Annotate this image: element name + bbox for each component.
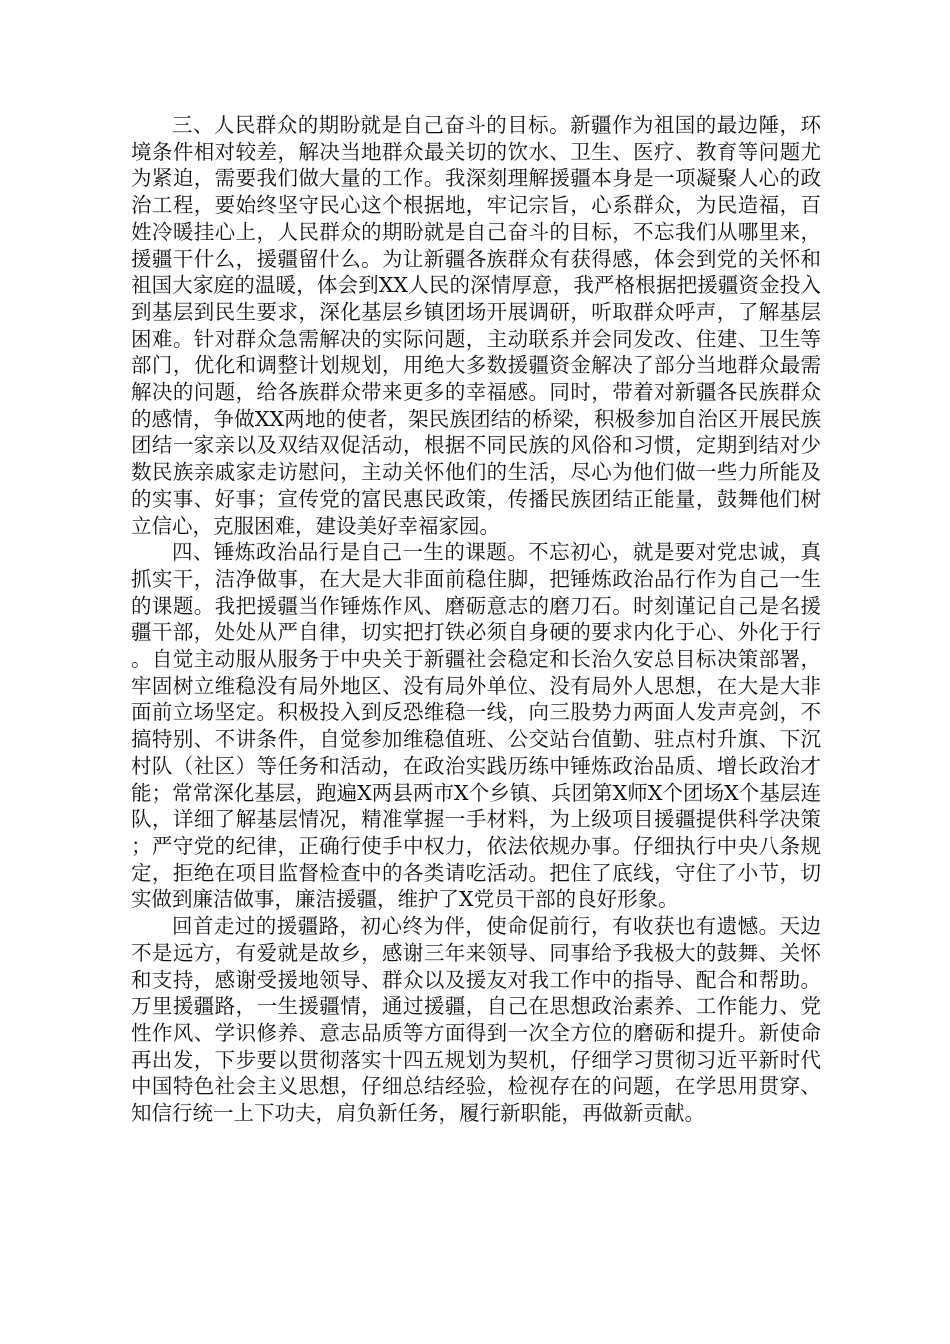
- document-body: [131, 112, 821, 1127]
- paragraph-section-three: 三、人民群众的期盼就是自己奋斗的目标。新疆作为祖国的最边陲，环境条件相对较差，解决当地群众最关切的饮水、卫生、医疗、教育等问题尤为紧迫，需要我们做大量的工作。我深刻理解援疆本身是一项凝聚人心的政治工程，要始终坚守民心这个根据地，牢记宗旨，心系群众，为民造福，百姓冷暖挂心上，人民群众的期盼就是自己奋斗的目标，不忘我们从哪里来，援疆干什么，援疆留什么。为让新疆各族群众有获得感，体会到党的关怀和祖国大家庭的温暖，体会到XX人民的深情厚意，我严格根据把援疆资金投入到基层到民生要求，深化基层乡镇团场开展调研，听取群众呼声，了解基层困难。针对群众急需解决的实际问题，主动联系并会同发改、住建、卫生等部门，优化和调整计划规划，用绝大多数援疆资金解决了部分当地群众最需解决的问题，给各族群众带来更多的幸福感。同时，带着对新疆各民族群众的感情，争做XX两地的使者，架民族团结的桥梁，积极参加自治区开展民族团结一家亲以及双结双促活动，根据不同民族的风俗和习惯，定期到结对少数民族亲戚家走访慰问，主动关怀他们的生活，尽心为他们做一些力所能及的实事、好事；宣传党的富民惠民政策，传播民族团结正能量，鼓舞他们树立信心，克服困难，建设美好幸福家园。: [131, 113, 821, 538]
- paragraph-conclusion: 回首走过的援疆路，初心终为伴，使命促前行，有收获也有遗憾。天边不是远方，有爱就是故乡，感谢三年来领导、同事给予我极大的鼓舞、关怀和支持，感谢受援地领导、群众以及援友对我工作中的指导、配合和帮助。万里援疆路，一生援疆情，通过援疆，自己在思想政治素养、工作能力、党性作风、学识修养、意志品质等方面得到一次全方位的磨砺和提升。新使命再出发，下步要以贯彻落实十四五规划为契机，仔细学习贯彻习近平新时代中国特色社会主义思想，仔细总结经验，检视存在的问题，在学思用贯穿、知信行统一上下功夫，肩负新任务，履行新职能，再做新贡献。: [131, 914, 821, 1126]
- paragraph-section-four: 四、锤炼政治品行是自己一生的课题。不忘初心，就是要对党忠诚，真抓实干，洁净做事，在大是大非面前稳住脚，把锤炼政治品行作为自己一生的课题。我把援疆当作锤炼作风、磨砺意志的磨刀石。时刻谨记自己是名援疆干部，处处从严自律，切实把打铁必须自身硬的要求内化于心、外化于行。自觉主动服从服务于中央关于新疆社会稳定和长治久安总目标决策部署，牢固树立维稳没有局外地区、没有局外单位、没有局外人思想，在大是大非面前立场坚定。积极投入到反恐维稳一线，向三股势力两面人发声亮剑，不搞特别、不讲条件，自觉参加维稳值班、公交站台值勤、驻点村升旗、下沉村队（社区）等任务和活动，在政治实践历练中锤炼政治品质、增长政治才能；常常深化基层，跑遍X两县两市X个乡镇、兵团第X师X个团场X个基层连队，详细了解基层情况，精准掌握一手材料，为上级项目援疆提供科学决策；严守党的纪律，正确行使手中权力，依法依规办事。仔细执行中央八条规定，拒绝在项目监督检查中的各类请吃活动。把住了底线，守住了小节，切实做到廉洁做事，廉洁援疆，维护了X党员干部的良好形象。: [131, 540, 821, 912]
